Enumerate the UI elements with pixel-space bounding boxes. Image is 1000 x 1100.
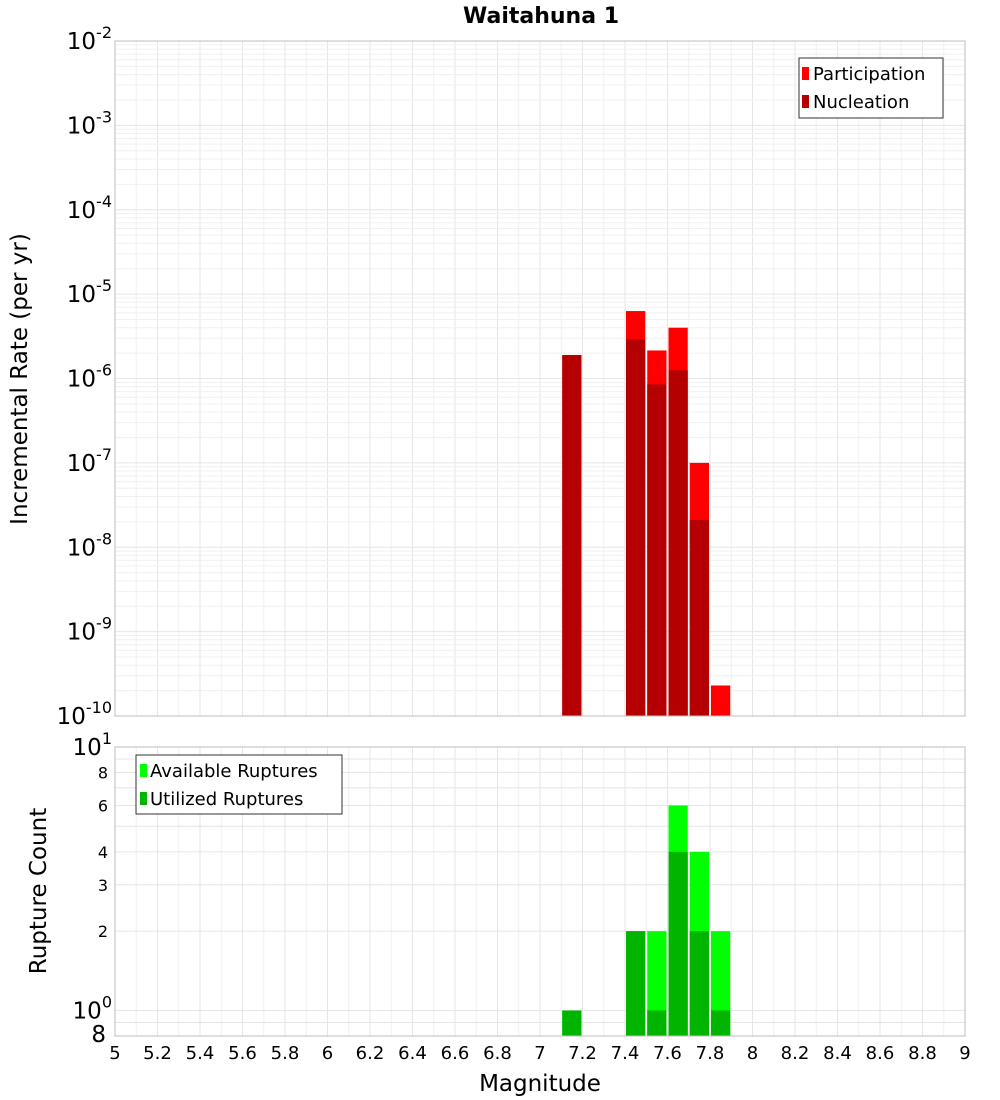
legend-nucleation-label: Nucleation: [813, 92, 910, 113]
bottom-utilized-ruptures-bar: [711, 1010, 730, 1036]
x-tick-label: 5.8: [270, 1043, 300, 1064]
x-tick-label: 5.2: [143, 1043, 172, 1064]
x-tick-label: 5.6: [228, 1043, 257, 1064]
bottom-legend: [136, 755, 342, 814]
x-tick-labels: [109, 1043, 970, 1064]
x-tick-label: 6.6: [440, 1043, 470, 1064]
x-tick-label: 9: [959, 1043, 971, 1064]
top-nucleation-bar: [669, 370, 688, 716]
x-axis-label: Magnitude: [479, 1071, 601, 1097]
x-tick-label: 5: [109, 1043, 121, 1064]
bottom-y-tick-label: 101: [72, 729, 112, 761]
bottom-utilized-ruptures-bar: [562, 1010, 581, 1036]
x-tick-label: 8.4: [823, 1043, 852, 1064]
x-tick-label: 5.4: [185, 1043, 215, 1064]
x-tick-label: 6.4: [398, 1043, 427, 1064]
x-tick-label: 6: [321, 1043, 334, 1064]
bottom-y-tick-labels: [73, 729, 112, 1048]
top-y-tick-label: 10-5: [66, 276, 112, 309]
legend-nucleation-swatch: [802, 95, 809, 108]
top-nucleation-bar: [690, 520, 709, 716]
x-tick-label: 8: [746, 1043, 759, 1064]
x-tick-label: 7.8: [695, 1043, 725, 1064]
top-nucleation-bar: [562, 355, 581, 716]
bottom-y-axis-label: Rupture Count: [26, 807, 52, 975]
top-y-tick-label: 10-9: [66, 613, 112, 646]
top-y-tick-label: 10-3: [66, 107, 112, 140]
legend-participation-label: Participation: [813, 64, 926, 85]
top-gridlines: [115, 41, 965, 716]
bottom-y-tick-label: 8: [97, 763, 108, 783]
bottom-y-tick-label: 100: [72, 992, 112, 1025]
bottom-y-tick-label: 2: [97, 922, 108, 942]
x-tick-label: 7.2: [568, 1043, 597, 1064]
top-nucleation-bar: [626, 339, 645, 716]
top-participation-bar: [711, 685, 730, 716]
x-tick-label: 8.8: [908, 1043, 937, 1064]
legend-utilized-swatch: [140, 792, 147, 805]
x-tick-label: 7: [534, 1043, 546, 1064]
bottom-y-tick-label: 3: [97, 875, 108, 895]
top-y-tick-label: 10-6: [66, 360, 112, 393]
bottom-y-tick-label: 8: [91, 1022, 106, 1048]
bottom-utilized-ruptures-bar: [690, 931, 709, 1036]
legend-utilized-label: Utilized Ruptures: [150, 789, 304, 810]
top-nucleation-bar: [647, 384, 666, 716]
bottom-utilized-ruptures-bar: [647, 1010, 666, 1036]
top-legend: [799, 58, 943, 118]
legend-available-label: Available Ruptures: [150, 761, 318, 782]
top-y-tick-label: 10-2: [66, 23, 112, 55]
top-y-tick-label: 10-4: [66, 191, 112, 224]
top-y-axis-label: Incremental Rate (per yr): [7, 233, 33, 525]
top-y-tick-label: 10-10: [56, 698, 112, 730]
top-y-tick-labels: [57, 23, 112, 730]
top-y-tick-label: 10-7: [66, 444, 112, 477]
x-tick-label: 6.8: [483, 1043, 512, 1064]
x-tick-label: 8.2: [780, 1043, 810, 1064]
x-tick-label: 7.6: [653, 1043, 682, 1064]
x-tick-label: 8.6: [865, 1043, 895, 1064]
bottom-utilized-ruptures-bar: [669, 852, 688, 1036]
legend-participation-swatch: [802, 67, 809, 80]
legend-available-swatch: [140, 764, 147, 777]
bottom-y-tick-label: 6: [97, 796, 108, 816]
x-tick-label: 7.4: [610, 1043, 640, 1064]
bottom-utilized-ruptures-bar: [626, 931, 645, 1036]
chart-title: Waitahuna 1: [462, 4, 620, 29]
bottom-y-tick-label: 4: [97, 842, 108, 862]
x-tick-label: 6.2: [355, 1043, 385, 1064]
top-y-tick-label: 10-8: [66, 529, 112, 562]
